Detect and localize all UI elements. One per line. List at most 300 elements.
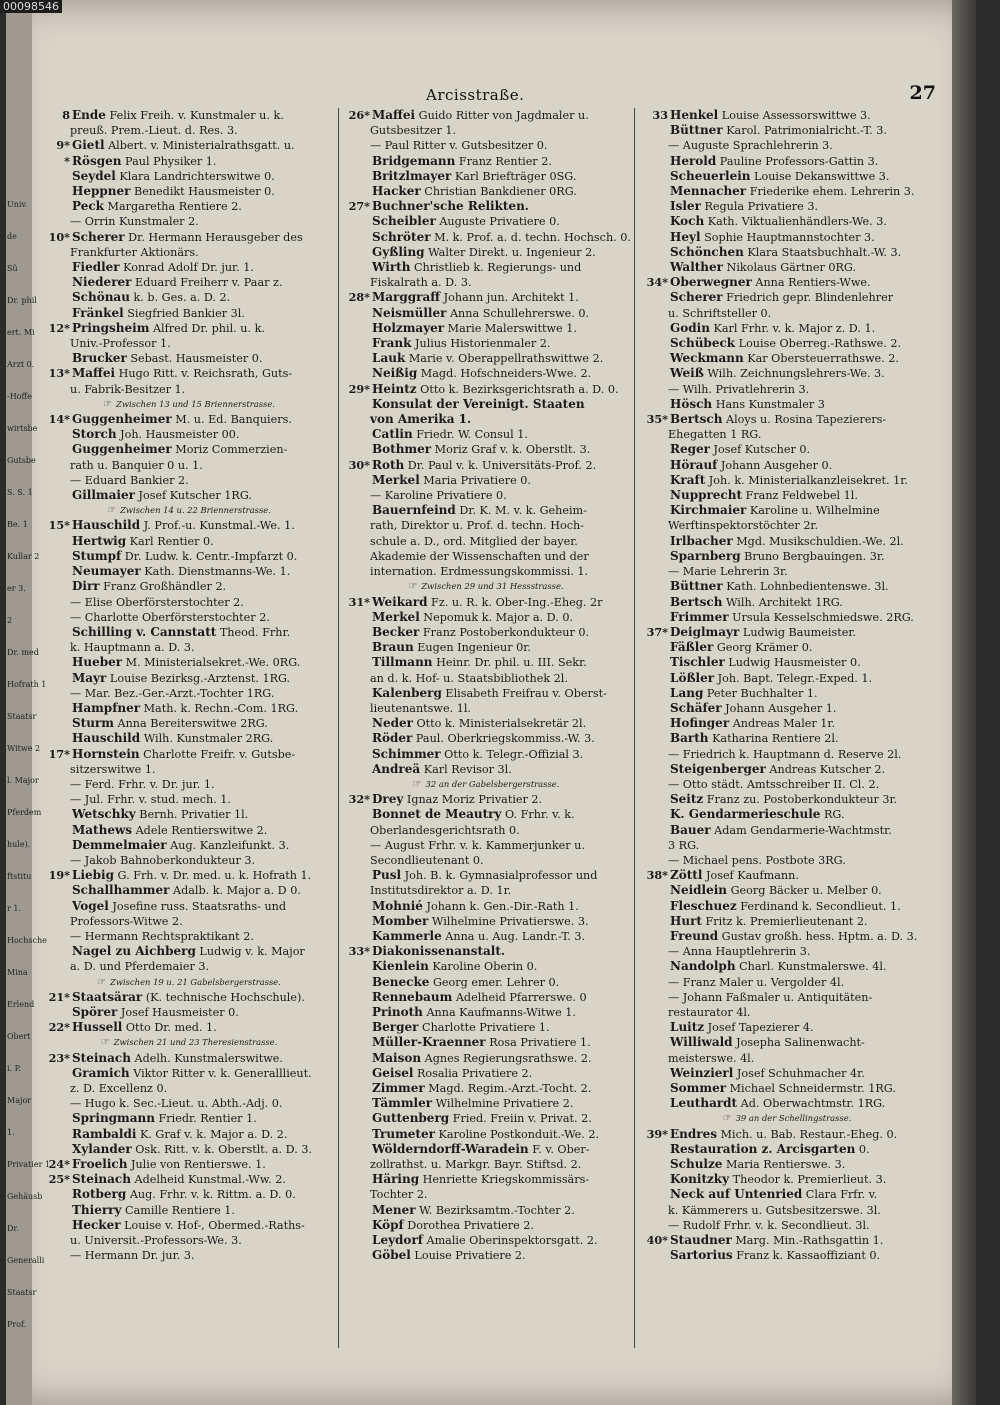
resident-name: Neder — [372, 716, 413, 731]
entry-continuation — [40, 792, 338, 807]
resident-entry — [340, 731, 632, 746]
resident-name: Andreä — [372, 761, 421, 776]
continuation-text: — Charlotte Oberförsterstochter 2. — [70, 610, 270, 624]
entry-continuation — [40, 1233, 338, 1248]
cross-street-note — [40, 503, 338, 518]
resident-name: Sartorius — [670, 1248, 733, 1263]
note-text: 32 an der Gabelsbergerstrasse. — [425, 778, 560, 789]
resident-entry — [340, 1020, 632, 1035]
resident-details: Heinr. Dr. phil. u. III. Sekr. — [432, 656, 587, 670]
resident-entry — [638, 275, 936, 290]
resident-details: Friederike ehem. Lehrerin 3. — [746, 185, 915, 199]
resident-entry — [340, 1051, 632, 1066]
resident-name: Irlbacher — [670, 533, 733, 548]
edge-fragment: Arzt 0. — [7, 360, 35, 369]
resident-details: Dorothea Privatiere 2. — [403, 1218, 534, 1232]
resident-name: Schönchen — [670, 244, 744, 259]
page-edge-shadow — [952, 0, 976, 1405]
resident-name: Guggenheimer — [72, 442, 172, 457]
resident-entry — [340, 336, 632, 351]
entry-continuation — [638, 382, 936, 397]
resident-details: Joh. k. Ministerialkanzleisekret. 1r. — [705, 473, 908, 487]
column-divider — [634, 108, 635, 1348]
continuation-text: rath, Direktor u. Prof. d. techn. Hoch- — [370, 519, 584, 533]
resident-details: Ludwig Baumeister. — [739, 625, 856, 639]
entry-continuation — [340, 883, 632, 898]
directory-page — [6, 0, 976, 1405]
resident-entry — [40, 1127, 338, 1142]
pointing-hand-icon: ☞ — [103, 398, 113, 410]
resident-entry — [340, 975, 632, 990]
resident-details: Amalie Oberinspektorsgatt. 2. — [422, 1234, 598, 1248]
resident-name: Wetschky — [72, 807, 136, 822]
resident-entry — [340, 366, 632, 381]
resident-details: Bruno Bergbauingen. 3r. — [740, 549, 885, 563]
edge-fragment: l. Major — [7, 776, 39, 785]
continuation-text: — Hermann Rechtspraktikant 2. — [70, 929, 254, 943]
resident-details: Franz Rentier 2. — [455, 154, 552, 168]
resident-details: Josef Hausmeister 0. — [117, 1005, 239, 1019]
resident-name: Konitzky — [670, 1172, 730, 1187]
resident-details: Dr. K. M. v. k. Geheim- — [455, 504, 587, 518]
resident-entry — [340, 655, 632, 670]
pointing-hand-icon: ☞ — [100, 1037, 110, 1049]
resident-entry — [638, 899, 936, 914]
resident-details: Otto k. Ministerialsekretär 2l. — [412, 717, 587, 731]
edge-fragment: -Hoffe — [7, 392, 32, 401]
entry-continuation — [340, 823, 632, 838]
column-divider — [338, 108, 339, 1348]
resident-entry — [340, 959, 632, 974]
resident-details: Otto k. Bezirksgerichtsrath a. D. 0. — [416, 382, 619, 396]
entry-continuation — [40, 959, 338, 974]
resident-details: Dr. Paul v. k. Universitäts-Prof. 2. — [404, 458, 597, 472]
resident-entry — [40, 108, 338, 123]
resident-name: Sturm — [72, 716, 114, 731]
resident-details: Georg emer. Lehrer 0. — [429, 975, 560, 989]
resident-entry — [340, 1248, 632, 1263]
resident-entry — [340, 716, 632, 731]
continuation-text: — August Frhr. v. k. Kammerjunker u. — [370, 838, 585, 852]
house-number: 19* — [48, 868, 70, 883]
resident-details: Karoline Postkonduit.-We. 2. — [434, 1127, 600, 1141]
resident-details: Viktor Ritter v. k. Generalllieut. — [129, 1066, 312, 1080]
resident-details: Adam Gendarmerie-Wachtmstr. — [710, 823, 892, 837]
resident-name: Lang — [670, 685, 704, 700]
edge-fragment: Staatsr — [7, 712, 37, 721]
resident-entry — [340, 154, 632, 169]
resident-name: Neck auf Untenried — [670, 1187, 803, 1202]
resident-name: Deiglmayr — [670, 624, 740, 639]
resident-entry — [638, 929, 936, 944]
entry-continuation — [40, 336, 338, 351]
entry-continuation — [340, 488, 632, 503]
resident-entry — [40, 1005, 338, 1020]
edge-fragment: Dr. med — [7, 648, 39, 657]
resident-details: Karl Rentier 0. — [126, 534, 214, 548]
resident-details: M. Ministerialsekret.-We. 0RG. — [122, 656, 301, 670]
resident-details: Nepomuk k. Major a. D. 0. — [419, 610, 574, 624]
resident-entry — [40, 230, 338, 245]
resident-entry — [40, 625, 338, 640]
resident-entry — [638, 1081, 936, 1096]
resident-name: Ende — [72, 108, 106, 122]
entry-continuation — [40, 777, 338, 792]
resident-details: Adele Rentierswitwe 2. — [132, 823, 268, 837]
resident-entry — [638, 671, 936, 686]
resident-details: Moriz Commerzien- — [171, 443, 288, 457]
resident-details: Theodor k. Premierlieut. 3. — [729, 1173, 887, 1187]
resident-name: Kammerle — [372, 928, 442, 943]
resident-entry — [638, 351, 936, 366]
resident-details: Michael Schneidermstr. 1RG. — [726, 1082, 896, 1095]
resident-details: Clara Frfr. v. — [802, 1188, 878, 1202]
resident-details: Kath. Lohnbedientenswe. 3l. — [722, 580, 889, 594]
resident-name: Trumeter — [372, 1126, 435, 1141]
edge-fragment: Dr. phil — [7, 296, 37, 305]
house-number: 40* — [646, 1233, 668, 1248]
resident-entry — [638, 1127, 936, 1142]
resident-entry — [638, 625, 936, 640]
resident-name: Mennacher — [670, 184, 747, 199]
resident-details: Magd. Regim.-Arzt.-Tocht. 2. — [424, 1082, 592, 1095]
house-number: 33* — [348, 944, 370, 959]
house-number: 22* — [48, 1020, 70, 1035]
resident-entry — [40, 199, 338, 214]
entry-continuation — [40, 929, 338, 944]
resident-name: Rösgen — [72, 153, 122, 168]
resident-name: Zöttl — [670, 868, 703, 883]
resident-entry — [638, 366, 936, 381]
resident-entry — [638, 184, 936, 199]
resident-details: Otto k. Telegr.-Offizial 3. — [440, 747, 584, 761]
resident-name: Steigenberger — [670, 761, 766, 776]
resident-details: Peter Buchhalter 1. — [703, 686, 818, 700]
resident-details: Josepha Salinenwacht- — [732, 1036, 865, 1050]
resident-entry — [40, 534, 338, 549]
resident-entry — [638, 169, 936, 184]
resident-name: Braun — [372, 640, 414, 655]
house-number: 27* — [348, 199, 370, 214]
resident-details: Marg. Min.-Rathsgattin 1. — [731, 1234, 884, 1248]
edge-fragment: Hofrath 1 — [7, 680, 47, 689]
note-text: Zwischen 21 und 23 Theresienstrasse. — [113, 1037, 278, 1048]
resident-details: Benedikt Hausmeister 0. — [130, 185, 275, 199]
resident-entry — [638, 731, 936, 746]
continuation-text: zollrathst. u. Markgr. Bayr. Stiftsd. 2. — [370, 1158, 582, 1172]
entry-continuation — [638, 944, 936, 959]
continuation-text: sitzerswitwe 1. — [70, 762, 156, 776]
resident-details: Mgd. Musikschuldien.-We. 2l. — [732, 534, 904, 548]
resident-entry — [340, 503, 632, 518]
resident-details: Franz Postoberkondukteur 0. — [419, 625, 590, 639]
resident-name: Schäfer — [670, 700, 722, 715]
resident-entry — [340, 214, 632, 229]
continuation-text: — Marie Lehrerin 3r. — [668, 565, 788, 579]
resident-details: Georg Krämer 0. — [713, 641, 813, 655]
edge-fragment: Mina — [7, 968, 28, 977]
resident-details: Wilh. Kunstmaler 2RG. — [140, 732, 274, 746]
resident-details: Maria Privatiere 0. — [419, 473, 531, 487]
resident-name: Catlin — [372, 427, 413, 442]
resident-entry — [638, 959, 936, 974]
resident-name: Mayr — [72, 670, 107, 685]
edge-fragment: wirtsbe — [7, 424, 38, 433]
resident-name: Scheuerlein — [670, 168, 751, 183]
resident-entry — [340, 1127, 632, 1142]
resident-name: Heyl — [670, 229, 701, 244]
continuation-text: Institutsdirektor a. D. 1r. — [370, 884, 512, 898]
continuation-text: meisterswe. 4l. — [668, 1051, 755, 1065]
resident-entry — [340, 1233, 632, 1248]
resident-entry — [638, 230, 936, 245]
resident-name: Hauschild — [72, 518, 141, 533]
note-text: Zwischen 19 u. 21 Gabelsbergerstrasse. — [110, 976, 281, 987]
edge-fragment: r 1. — [7, 904, 21, 913]
house-number: 26* — [348, 108, 370, 122]
entry-continuation — [638, 975, 936, 990]
resident-entry — [638, 655, 936, 670]
resident-entry — [340, 792, 632, 807]
resident-details: Anna Rentiers-Wwe. — [751, 276, 871, 290]
resident-name: Tischler — [670, 655, 725, 670]
resident-details: Rosalia Privatiere 2. — [413, 1066, 533, 1080]
continuation-text: — Paul Ritter v. Gutsbesitzer 0. — [370, 139, 548, 153]
continuation-text: Akademie der Wissenschaften und der — [370, 549, 589, 563]
resident-details: Johann jun. Architekt 1. — [440, 291, 579, 305]
note-text: Zwischen 14 u. 22 Briennerstrasse. — [120, 505, 271, 516]
edge-fragment: Witwe 2 — [7, 744, 41, 753]
resident-details: Sophie Hauptmannstochter 3. — [700, 230, 875, 244]
resident-name: Berger — [372, 1020, 419, 1035]
resident-entry — [40, 990, 338, 1005]
resident-details: Ludwig Hausmeister 0. — [724, 656, 861, 670]
resident-name: Büttner — [670, 123, 723, 138]
resident-entry — [340, 1203, 632, 1218]
resident-details: Pauline Professors-Gattin 3. — [716, 154, 879, 168]
page-header — [46, 82, 946, 108]
resident-entry — [638, 1096, 936, 1111]
resident-details: Alfred Dr. phil. u. k. — [149, 321, 265, 335]
resident-entry — [40, 716, 338, 731]
resident-name: Steinach — [72, 1172, 131, 1187]
entry-continuation — [40, 686, 338, 701]
resident-details: Friedr. Rentier 1. — [154, 1112, 257, 1126]
resident-name: Hofinger — [670, 716, 730, 731]
resident-details: Paul. Oberkriegskommiss.-W. 3. — [412, 732, 595, 746]
continuation-text: k. Kämmerers u. Gutsbesitzerswe. 3l. — [668, 1203, 881, 1217]
resident-entry — [638, 686, 936, 701]
house-number: 24* — [48, 1157, 70, 1172]
resident-details: K. Graf v. k. Major a. D. 2. — [136, 1127, 288, 1141]
resident-name: Wölderndorff-Waradein — [372, 1141, 529, 1156]
house-number: 37* — [646, 624, 668, 639]
resident-details: Regula Privatiere 3. — [700, 200, 818, 214]
resident-details: Anna u. Aug. Landr.-T. 3. — [441, 929, 586, 943]
resident-entry — [340, 245, 632, 260]
resident-name: Schönau — [72, 290, 130, 305]
entry-continuation — [340, 412, 632, 427]
resident-name: Leuthardt — [670, 1096, 738, 1111]
resident-entry — [638, 260, 936, 275]
entry-continuation — [40, 640, 338, 655]
resident-name: Göbel — [372, 1248, 411, 1263]
resident-entry — [638, 108, 936, 123]
resident-name: Scherer — [72, 229, 125, 244]
resident-entry — [340, 1035, 632, 1050]
continuation-text: Frankfurter Aktionärs. — [70, 245, 199, 259]
resident-entry — [40, 184, 338, 199]
resident-details: Ignaz Moriz Privatier 2. — [403, 793, 543, 807]
resident-name: Maffei — [72, 366, 116, 381]
resident-name: Demmelmaier — [72, 837, 167, 852]
resident-entry — [340, 610, 632, 625]
resident-name: Bauer — [670, 822, 711, 837]
resident-details: Julius Historienmaler 2. — [411, 337, 551, 351]
resident-entry — [340, 1066, 632, 1081]
resident-name: Bridgemann — [372, 153, 456, 168]
resident-entry — [340, 306, 632, 321]
resident-details: Konrad Adolf Dr. jur. 1. — [119, 261, 254, 275]
resident-name: Britzlmayer — [372, 168, 452, 183]
resident-name: Holzmayer — [372, 320, 445, 335]
entry-continuation — [638, 518, 936, 533]
resident-entry — [340, 1081, 632, 1096]
resident-details: RG. — [820, 808, 845, 822]
resident-name: Weckmann — [670, 351, 744, 366]
resident-details: Margaretha Rentiere 2. — [103, 200, 242, 214]
resident-name: Gyßling — [372, 244, 425, 259]
resident-entry — [340, 868, 632, 883]
house-number: 25* — [48, 1172, 70, 1187]
resident-details: Charlotte Privatiere 1. — [418, 1021, 550, 1035]
entry-continuation — [638, 427, 936, 442]
resident-entry — [340, 595, 632, 610]
edge-fragment: 1. — [7, 1128, 15, 1137]
resident-entry — [638, 1142, 936, 1157]
resident-name: Konsulat der Vereinigt. Staaten — [372, 396, 585, 411]
edge-fragment: S. S. 1 — [7, 488, 33, 497]
resident-name: Springmann — [72, 1111, 155, 1126]
entry-continuation — [40, 473, 338, 488]
continuation-text: u. Fabrik-Besitzer 1. — [70, 382, 186, 396]
resident-name: Frimmer — [670, 609, 729, 624]
resident-details: Louise v. Hof-, Obermed.-Raths- — [120, 1218, 305, 1232]
resident-details: Nikolaus Gärtner 0RG. — [723, 261, 857, 275]
resident-entry — [340, 914, 632, 929]
resident-details: J. Prof.-u. Kunstmal.-We. 1. — [140, 519, 295, 533]
resident-details: Andreas Kutscher 2. — [765, 762, 886, 776]
entry-continuation — [40, 914, 338, 929]
resident-name: Schimmer — [372, 746, 441, 761]
house-number: 35* — [646, 412, 668, 427]
edge-fragment: Pferdem — [7, 808, 42, 817]
resident-name: Hueber — [72, 655, 123, 670]
resident-details: Guido Ritter von Jagdmaler u. — [415, 109, 589, 122]
resident-details: Johann k. Gen.-Dir.-Rath 1. — [422, 899, 579, 913]
resident-name: Lauk — [372, 351, 406, 366]
house-number: 28* — [348, 290, 370, 305]
resident-name: K. Gendarmerieschule — [670, 807, 821, 822]
resident-name: Nandolph — [670, 959, 736, 974]
note-text: 39 an der Schellingstrasse. — [735, 1113, 852, 1124]
resident-entry — [638, 442, 936, 457]
edge-fragment: Gehäusb — [7, 1192, 43, 1201]
pointing-hand-icon: ☞ — [97, 976, 107, 988]
house-number: 9* — [56, 138, 70, 153]
resident-details: Elisabeth Freifrau v. Oberst- — [441, 686, 607, 700]
resident-entry — [40, 549, 338, 564]
resident-entry — [638, 488, 936, 503]
entry-continuation — [340, 853, 632, 868]
resident-name: Rotberg — [72, 1187, 127, 1202]
resident-entry — [340, 1142, 632, 1157]
resident-details: Georg Bäcker u. Melber 0. — [727, 884, 882, 898]
column-1 — [40, 108, 338, 1348]
resident-name: Frank — [372, 336, 412, 351]
cross-street-note — [40, 1035, 338, 1050]
entry-continuation — [340, 564, 632, 579]
continuation-text: — Hermann Dr. jur. 3. — [70, 1249, 195, 1263]
resident-details: Josef Kutscher 1RG. — [134, 489, 252, 503]
resident-details: Andreas Maler 1r. — [729, 717, 836, 731]
resident-details: Marie Malerswittwe 1. — [444, 321, 577, 335]
resident-details: Hugo Ritt. v. Reichsrath, Guts- — [115, 367, 293, 381]
continuation-text: Secondlieutenant 0. — [370, 853, 484, 867]
resident-details: Kath. Viktualienhändlers-We. 3. — [704, 215, 887, 229]
resident-details: Moriz Graf v. k. Oberstlt. 3. — [431, 443, 591, 457]
resident-name: Staatsärar — [72, 989, 143, 1004]
resident-details: Charl. Kunstmalerswe. 4l. — [735, 960, 887, 974]
resident-name: Pusl — [372, 868, 402, 883]
resident-entry — [40, 138, 338, 153]
resident-entry — [40, 306, 338, 321]
resident-details: Adelheid Pfarrerswe. 0 — [452, 990, 587, 1004]
resident-name: Storch — [72, 427, 117, 442]
house-number: 31* — [348, 594, 370, 609]
note-text: Zwischen 13 und 15 Briennerstrasse. — [116, 398, 275, 409]
resident-entry — [40, 1172, 338, 1187]
house-number: 13* — [48, 366, 70, 381]
resident-entry — [638, 214, 936, 229]
resident-name: Herold — [670, 153, 717, 168]
resident-name: Stumpf — [72, 548, 122, 563]
resident-details: (K. technische Hochschule). — [142, 990, 305, 1004]
house-number: 38* — [646, 868, 668, 883]
resident-entry — [40, 154, 338, 169]
resident-name: Heintz — [372, 381, 417, 396]
resident-entry — [340, 199, 632, 214]
resident-entry — [638, 245, 936, 260]
resident-name: Mener — [372, 1202, 416, 1217]
resident-entry — [638, 290, 936, 305]
house-number: 29* — [348, 381, 370, 396]
continuation-text: Tochter 2. — [370, 1188, 428, 1202]
resident-entry — [40, 807, 338, 822]
entry-continuation — [340, 138, 632, 153]
continuation-text: u. Universit.-Professors-We. 3. — [70, 1234, 242, 1248]
resident-details: Josef Kutscher 0. — [709, 443, 811, 457]
resident-entry — [638, 412, 936, 427]
resident-name: Kienlein — [372, 959, 429, 974]
entry-continuation — [340, 1157, 632, 1172]
resident-name: Gietl — [72, 138, 105, 153]
resident-entry — [340, 321, 632, 336]
resident-details: Bernh. Privatier 1l. — [135, 808, 249, 822]
resident-name: Xylander — [72, 1141, 132, 1156]
resident-entry — [340, 1218, 632, 1233]
resident-name: Isler — [670, 199, 701, 214]
